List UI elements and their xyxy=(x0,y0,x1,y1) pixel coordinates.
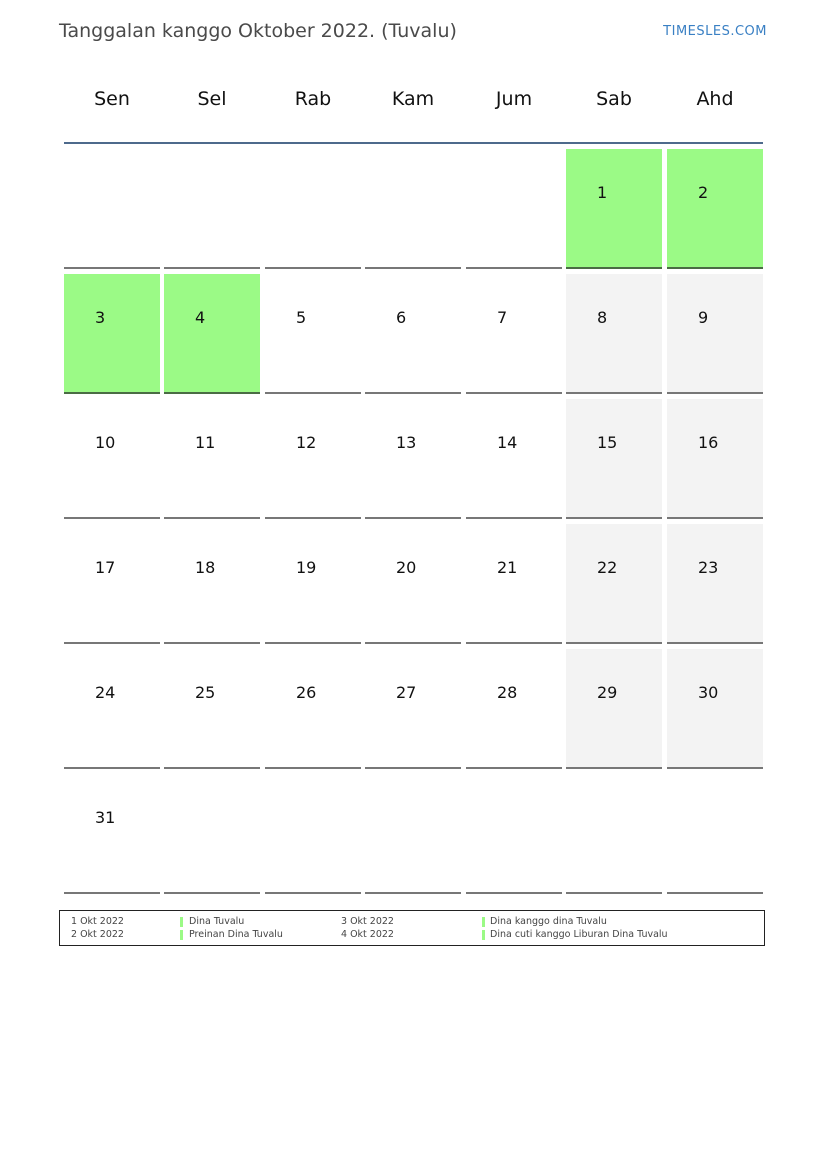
day-cell[interactable] xyxy=(265,399,361,519)
day-cell[interactable] xyxy=(64,524,160,644)
weekday-label: Ahd xyxy=(696,88,734,110)
day-number: 27 xyxy=(396,683,417,702)
day-cell[interactable] xyxy=(566,649,662,769)
day-number: 23 xyxy=(698,558,719,577)
weekday-label: Sen xyxy=(94,88,130,110)
day-number: 25 xyxy=(195,683,216,702)
day-number: 26 xyxy=(296,683,317,702)
day-cell[interactable] xyxy=(64,649,160,769)
day-cell[interactable] xyxy=(64,274,160,394)
day-number: 11 xyxy=(195,433,216,452)
day-number: 20 xyxy=(396,558,417,577)
weekday-label: Jum xyxy=(495,88,533,110)
empty-day-cell xyxy=(64,149,160,269)
weekday-label: Rab xyxy=(294,88,332,110)
day-cell[interactable] xyxy=(566,149,662,269)
day-number: 29 xyxy=(597,683,618,702)
day-number: 3 xyxy=(95,308,106,327)
day-number: 30 xyxy=(698,683,719,702)
weekday-label: Sab xyxy=(596,88,632,110)
empty-day-cell xyxy=(265,774,361,894)
legend-color-marker xyxy=(180,930,183,940)
weekday-label: Kam xyxy=(391,88,435,110)
day-number: 21 xyxy=(497,558,518,577)
day-cell[interactable] xyxy=(265,649,361,769)
legend-holiday-name: Dina cuti kanggo Liburan Dina Tuvalu xyxy=(490,929,668,940)
empty-day-cell xyxy=(365,774,461,894)
day-number: 8 xyxy=(597,308,608,327)
brand-link[interactable]: TIMESLES.COM xyxy=(663,24,767,39)
day-number: 5 xyxy=(296,308,307,327)
legend-holiday-name: Dina kanggo dina Tuvalu xyxy=(490,916,607,927)
day-number: 13 xyxy=(396,433,417,452)
empty-day-cell xyxy=(466,774,562,894)
empty-day-cell xyxy=(466,149,562,269)
day-cell[interactable] xyxy=(164,274,260,394)
day-cell[interactable] xyxy=(466,524,562,644)
day-cell[interactable] xyxy=(64,774,160,894)
legend-color-marker xyxy=(482,930,485,940)
legend-date: 4 Okt 2022 xyxy=(341,929,394,940)
day-number: 7 xyxy=(497,308,508,327)
day-number: 15 xyxy=(597,433,618,452)
day-cell[interactable] xyxy=(265,524,361,644)
legend-date: 1 Okt 2022 xyxy=(71,916,124,927)
empty-day-cell xyxy=(164,774,260,894)
calendar-grid xyxy=(64,149,764,895)
legend-holiday-name: Dina Tuvalu xyxy=(189,916,245,927)
day-number: 4 xyxy=(195,308,206,327)
empty-day-cell xyxy=(265,149,361,269)
day-number: 12 xyxy=(296,433,317,452)
day-cell[interactable] xyxy=(466,649,562,769)
empty-day-cell xyxy=(667,774,763,894)
weekday-header-row xyxy=(64,88,764,120)
day-number: 6 xyxy=(396,308,407,327)
day-cell[interactable] xyxy=(365,274,461,394)
day-number: 2 xyxy=(698,183,709,202)
legend-date: 2 Okt 2022 xyxy=(71,929,124,940)
day-number: 22 xyxy=(597,558,618,577)
day-cell[interactable] xyxy=(566,399,662,519)
day-cell[interactable] xyxy=(466,399,562,519)
day-number: 19 xyxy=(296,558,317,577)
empty-day-cell xyxy=(164,149,260,269)
day-cell[interactable] xyxy=(64,399,160,519)
day-number: 14 xyxy=(497,433,518,452)
day-cell[interactable] xyxy=(265,274,361,394)
day-number: 18 xyxy=(195,558,216,577)
day-cell[interactable] xyxy=(365,649,461,769)
day-number: 17 xyxy=(95,558,116,577)
holiday-legend xyxy=(59,910,765,946)
empty-day-cell xyxy=(566,774,662,894)
header-divider xyxy=(64,142,763,144)
legend-date: 3 Okt 2022 xyxy=(341,916,394,927)
day-cell[interactable] xyxy=(667,149,763,269)
legend-holiday-name: Preinan Dina Tuvalu xyxy=(189,929,283,940)
day-number: 10 xyxy=(95,433,116,452)
day-cell[interactable] xyxy=(365,524,461,644)
empty-day-cell xyxy=(365,149,461,269)
legend-color-marker xyxy=(180,917,183,927)
day-number: 28 xyxy=(497,683,518,702)
page-title: Tanggalan kanggo Oktober 2022. (Tuvalu) xyxy=(59,20,457,42)
day-cell[interactable] xyxy=(667,524,763,644)
day-cell[interactable] xyxy=(164,524,260,644)
day-number: 9 xyxy=(698,308,709,327)
day-cell[interactable] xyxy=(566,524,662,644)
day-cell[interactable] xyxy=(466,274,562,394)
day-number: 16 xyxy=(698,433,719,452)
day-cell[interactable] xyxy=(667,274,763,394)
day-number: 24 xyxy=(95,683,116,702)
weekday-label: Sel xyxy=(197,88,227,110)
legend-color-marker xyxy=(482,917,485,927)
day-cell[interactable] xyxy=(667,399,763,519)
day-cell[interactable] xyxy=(164,649,260,769)
day-number: 1 xyxy=(597,183,608,202)
day-cell[interactable] xyxy=(566,274,662,394)
day-cell[interactable] xyxy=(365,399,461,519)
day-number: 31 xyxy=(95,808,116,827)
day-cell[interactable] xyxy=(164,399,260,519)
day-cell[interactable] xyxy=(667,649,763,769)
